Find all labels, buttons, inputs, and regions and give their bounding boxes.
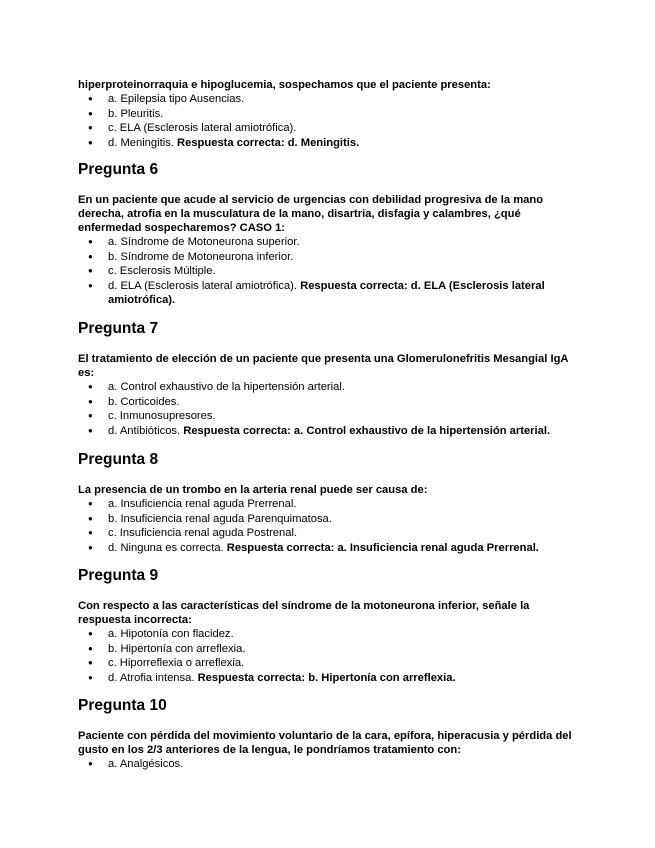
option-b: ● b. Síndrome de Motoneurona inferior. [78, 250, 578, 265]
options-list [78, 497, 578, 555]
option-b: ● b. Hipertonía con arreflexia. [78, 642, 578, 657]
option-a: ● a. Hipotonía con flacidez. [78, 627, 578, 642]
question-text: hiperproteinorraquia e hipoglucemia, sospechamos que el paciente presenta: [78, 79, 491, 91]
correct-answer: Respuesta correcta: a. Insuficiencia renal aguda Prerrenal. [226, 541, 539, 554]
correct-answer: Respuesta correcta: d. Meningitis. [177, 136, 360, 149]
option-b: ● b. Insuficiencia renal aguda Parenquimatosa. [78, 512, 578, 527]
options-list [78, 92, 578, 150]
intro-question [78, 78, 578, 150]
question-heading: Pregunta 6 [78, 161, 159, 178]
correct-answer: Respuesta correcta: b. Hipertonía con arreflexia. [197, 671, 456, 684]
option-d: ● d. Antibióticos. Respuesta correcta: a. Control exhaustivo de la hipertensión arterial. [78, 424, 578, 439]
option-a: ● a. Insuficiencia renal aguda Prerrenal. [78, 497, 578, 512]
option-d: ● d. ELA (Esclerosis lateral amiotrófica). Respuesta correcta: d. ELA (Esclerosis lateral amiotrófica). [78, 279, 578, 308]
question-text: Con respecto a las características del síndrome de la motoneurona inferior, señale la respuesta incorrecta: [78, 600, 530, 626]
options-list [78, 235, 578, 308]
correct-answer: Respuesta correcta: d. ELA (Esclerosis lateral amiotrófica). [108, 279, 545, 306]
question-heading: Pregunta 9 [78, 567, 159, 584]
option-c: ● c. Inmunosupresores. [78, 409, 578, 424]
options-list [78, 757, 578, 772]
question-text: En un paciente que acude al servicio de urgencias con debilidad progresiva de la mano derecha, atrofia en la musculatura de la mano, disartria, disfagia y calambres, ¿qué enfermedad sospecharemos? CASO 1: [78, 194, 544, 234]
options-list [78, 380, 578, 438]
option-d: ● d. Atrofia intensa. Respuesta correcta: b. Hipertonía con arreflexia. [78, 671, 578, 686]
option-d: ● d. Ninguna es correcta. Respuesta correcta: a. Insuficiencia renal aguda Prerrenal. [78, 541, 578, 556]
question-heading: Pregunta 10 [78, 697, 167, 714]
option-a: ● a. Síndrome de Motoneurona superior. [78, 235, 578, 250]
option-b: ● b. Pleuritis. [78, 107, 578, 122]
question-text: Paciente con pérdida del movimiento voluntario de la cara, epífora, hiperacusia y pérdida del gusto en los 2/3 anteriores de la lengua, le pondríamos tratamiento con: [78, 730, 572, 756]
question-9 [78, 599, 578, 685]
question-8 [78, 483, 578, 555]
option-a: ● a. Analgésicos. [78, 757, 578, 772]
option-a: ● a. Control exhaustivo de la hipertensión arterial. [78, 380, 578, 395]
option-b: ● b. Corticoides. [78, 395, 578, 410]
question-7 [78, 352, 578, 438]
question-text: El tratamiento de elección de un paciente que presenta una Glomerulonefritis Mesangial IgA es: [78, 353, 569, 379]
option-c: ● c. Hiporreflexia o arreflexia. [78, 656, 578, 671]
option-c: ● c. Insuficiencia renal aguda Postrenal. [78, 526, 578, 541]
option-c: ● c. Esclerosis Múltiple. [78, 264, 578, 279]
option-c: ● c. ELA (Esclerosis lateral amiotrófica). [78, 121, 578, 136]
question-text: La presencia de un trombo en la arteria renal puede ser causa de: [78, 484, 428, 496]
options-list [78, 627, 578, 685]
question-heading: Pregunta 8 [78, 451, 159, 468]
option-a: ● a. Epilepsia tipo Ausencias. [78, 92, 578, 107]
option-d: ● d. Meningitis. Respuesta correcta: d. Meningitis. [78, 136, 578, 151]
question-6 [78, 193, 578, 308]
correct-answer: Respuesta correcta: a. Control exhaustivo de la hipertensión arterial. [183, 424, 551, 437]
question-heading: Pregunta 7 [78, 320, 159, 337]
question-10 [78, 729, 578, 772]
